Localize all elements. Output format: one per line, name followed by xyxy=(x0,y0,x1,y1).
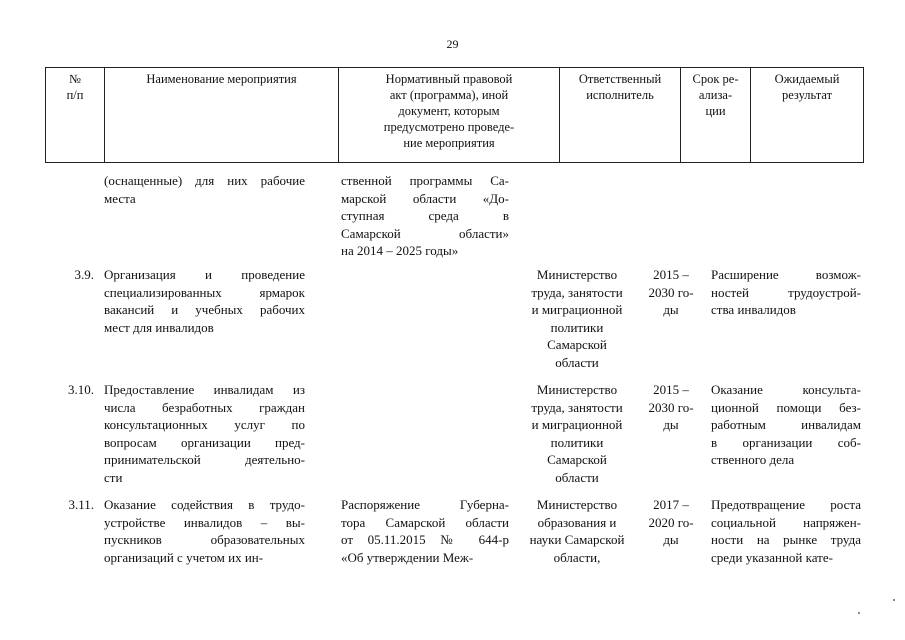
continuation-act-line: ственной программы Са- xyxy=(341,173,509,188)
row-executor-line: и миграционной xyxy=(531,417,623,432)
page-number: 29 xyxy=(446,37,459,51)
row-executor-line: Самарской xyxy=(547,337,607,352)
row-name-line: Предоставление инвалидам из xyxy=(104,382,305,397)
row-executor-line: и миграционной xyxy=(531,302,623,317)
row-executor-line: труда, занятости xyxy=(531,399,623,415)
row-executor-line: Самарской xyxy=(547,452,607,467)
row-term-line: 2015 – xyxy=(653,382,689,397)
row-number: 3.11. xyxy=(68,497,94,512)
row-executor-line: Министерство xyxy=(536,382,618,397)
row-name-line: числа безработных граждан xyxy=(104,399,305,415)
header-name: Наименование мероприятия xyxy=(105,68,339,162)
continuation-name-line: (оснащенные) для них рабочие xyxy=(104,173,305,188)
row-executor-line: области xyxy=(555,354,599,370)
row-executor-line: области xyxy=(555,469,599,485)
row-result-line: среди указанной кате- xyxy=(711,549,833,565)
header-act: Нормативный правовой акт (программа), иной документ, которым предусмотрено проведе- ние мероприятия xyxy=(339,68,560,162)
continuation-name-line: места xyxy=(104,190,136,206)
row-executor-line: политики xyxy=(550,434,604,450)
row-term-line: 2017 – xyxy=(653,497,689,512)
row-result-line: ственного дела xyxy=(711,452,795,467)
row-name-line: принимательской деятельно- xyxy=(104,452,305,467)
row-executor-line: Министерство xyxy=(536,497,618,512)
row-term-line: 2020 го- xyxy=(648,514,694,530)
row-result-line: работным инвалидам xyxy=(711,417,861,432)
row-term-line: ды xyxy=(663,302,679,317)
row-executor-line: области, xyxy=(553,549,601,565)
row-executor-line: труда, занятости xyxy=(531,284,623,300)
row-name-line: вакансий и учебных рабочих xyxy=(104,302,305,317)
row-name-line: пускников образовательных xyxy=(104,532,305,547)
row-result-line: ностей трудоустрой- xyxy=(711,284,861,300)
header-result: Ожидаемый результат xyxy=(774,72,840,102)
row-result-line: Оказание консульта- xyxy=(711,382,861,397)
header-num: № п/п xyxy=(46,68,105,162)
row-name-line: специализированных ярмарок xyxy=(104,284,305,300)
row-result-line: социальной напряжен- xyxy=(711,514,861,530)
row-name-line: организаций с учетом их ин- xyxy=(104,549,264,565)
row-term-line: 2015 – xyxy=(653,267,689,282)
row-name-line: сти xyxy=(104,469,123,485)
row-term-line: 2030 го- xyxy=(648,399,694,415)
continuation-act-line: на 2014 – 2025 годы» xyxy=(341,243,459,258)
row-result-line: ности на рынке труда xyxy=(711,532,861,547)
continuation-act-line: ступная среда в xyxy=(341,208,509,223)
row-number: 3.9. xyxy=(74,267,94,282)
row-result-line: в организации соб- xyxy=(711,434,861,450)
row-executor-line: политики xyxy=(550,319,604,335)
row-number: 3.10. xyxy=(68,382,94,397)
row-name-line: консультационных услуг по xyxy=(104,417,305,432)
scan-speck xyxy=(893,599,895,601)
row-term-line: ды xyxy=(663,532,679,547)
scan-speck xyxy=(858,612,860,614)
row-result-line: ства инвалидов xyxy=(711,302,796,317)
header-term: Срок ре- ализа- ции xyxy=(681,68,751,162)
continuation-act-line: марской области «До- xyxy=(341,190,509,206)
row-act-line: «Об утверждении Меж- xyxy=(341,549,474,565)
row-act-line: тора Самарской области xyxy=(341,514,509,530)
row-executor-line: образования и xyxy=(537,514,617,530)
row-act-line: от 05.11.2015 № 644-р xyxy=(341,532,509,547)
row-act-line: Распоряжение Губерна- xyxy=(341,497,509,512)
header-executor: Ответственный исполнитель xyxy=(560,68,681,162)
row-name-line: мест для инвалидов xyxy=(104,319,214,335)
row-executor-line: науки Самарской xyxy=(529,532,625,547)
row-result-line: Расширение возмож- xyxy=(711,267,861,282)
row-result-line: Предотвращение роста xyxy=(711,497,861,512)
row-executor-line: Министерство xyxy=(536,267,618,282)
row-name-line: Организация и проведение xyxy=(104,267,305,282)
row-name-line: Оказание содействия в трудо- xyxy=(104,497,305,512)
row-result-line: ционной помощи без- xyxy=(711,399,861,415)
row-name-line: устройстве инвалидов – вы- xyxy=(104,514,305,530)
table-header xyxy=(45,67,864,163)
row-term-line: ды xyxy=(663,417,679,432)
row-term-line: 2030 го- xyxy=(648,284,694,300)
row-name-line: вопросам организации пред- xyxy=(104,434,305,450)
continuation-act-line: Самарской области» xyxy=(341,225,509,241)
